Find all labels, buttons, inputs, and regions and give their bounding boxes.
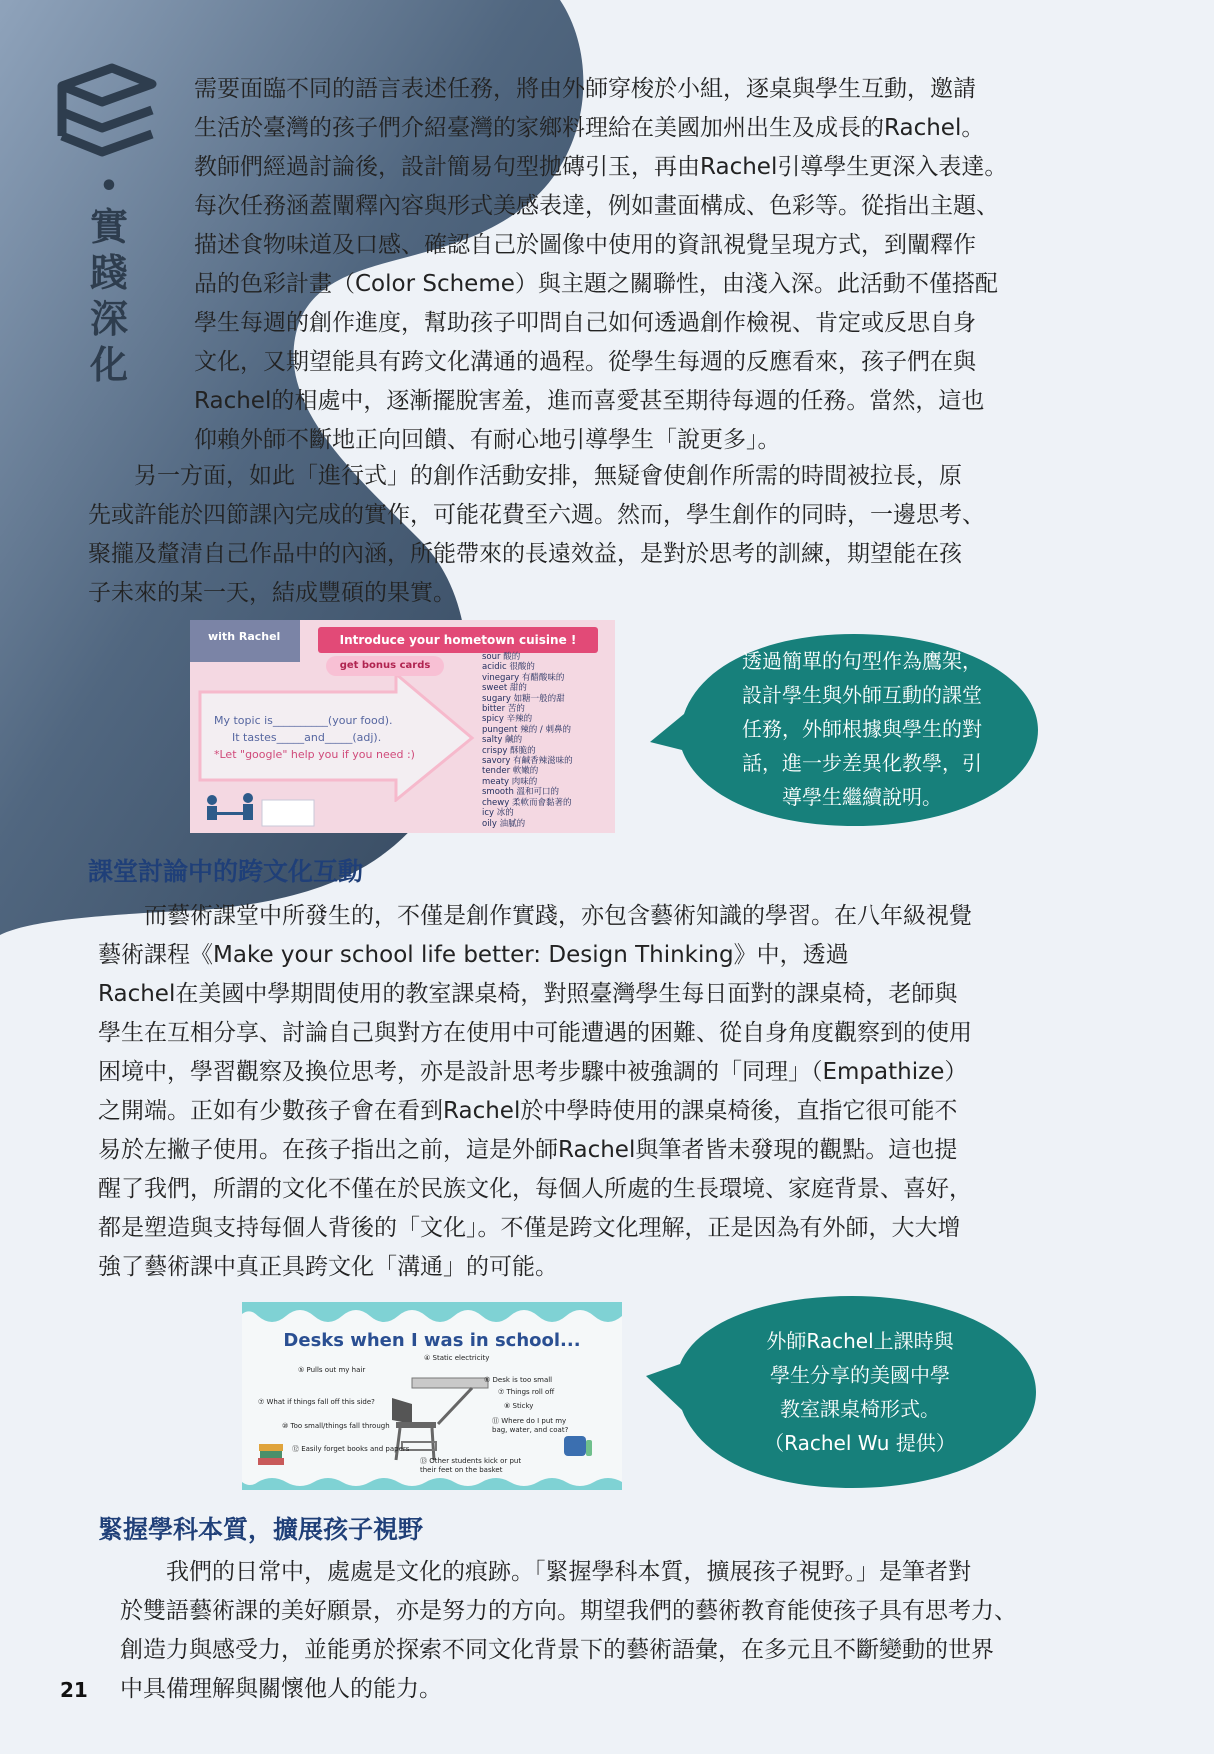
adjective-item: acidic 很酸的 bbox=[482, 662, 535, 673]
slide-tab-label: with Rachel bbox=[190, 620, 300, 662]
books-stack-icon bbox=[256, 1434, 286, 1468]
wave-border-bottom bbox=[242, 1474, 622, 1490]
adjective-item: savory 有鹹香辣滋味的 bbox=[482, 756, 573, 767]
side-title-dot: • bbox=[99, 169, 121, 204]
adjective-item: tender 軟嫩的 bbox=[482, 766, 539, 777]
bubble-line: 外師Rachel上課時與 bbox=[766, 1329, 954, 1353]
desk-label: ⑬ Other students kick or put their feet on the basket bbox=[420, 1457, 522, 1474]
cuisine-slide-image bbox=[190, 620, 615, 833]
text-line: 描述食物味道及口感、確認自己於圖像中使用的資訊視覺呈現方式，到闡釋作 bbox=[194, 232, 976, 258]
text-line: 學生每週的創作進度，幫助孩子叩問自己如何透過創作檢視、肯定或反思自身 bbox=[194, 310, 976, 336]
desks-slide-image bbox=[242, 1302, 622, 1490]
desk-label: ⑤ Pulls out my hair bbox=[298, 1366, 366, 1374]
text-line: Rachel在美國中學期間使用的教室課桌椅，對照臺灣學生每日面對的課桌椅，老師與 bbox=[98, 981, 958, 1007]
text-line: 學生在互相分享、討論自己與對方在使用中可能遭遇的困難、從自身角度觀察到的使用 bbox=[98, 1020, 972, 1046]
adjective-item: meaty 肉味的 bbox=[482, 776, 538, 787]
paragraph-3 bbox=[98, 897, 1158, 1287]
adjective-item: spicy 辛辣的 bbox=[482, 714, 533, 725]
desk-label: ⑧ Sticky bbox=[504, 1402, 534, 1410]
section-heading-1: 課堂討論中的跨文化互動 bbox=[88, 857, 364, 886]
desk-label: ⑪ Where do I put my bag, water, and coat? bbox=[492, 1417, 569, 1434]
adjective-item: oily 油膩的 bbox=[482, 818, 526, 829]
adjective-item: sugary 如糖一般的甜 bbox=[482, 693, 565, 704]
text-line: 聚攏及釐清自己作品中的內涵，所能帶來的長遠效益，是對於思考的訓練，期望能在孩 bbox=[88, 541, 962, 567]
bubble-line: 話，進一步差異化教學，引 bbox=[742, 751, 982, 775]
text-line: 每次任務涵蓋闡釋內容與形式美感表達，例如畫面構成、色彩等。從指出主題、 bbox=[194, 193, 999, 219]
bubble-line: 導學生繼續說明。 bbox=[782, 785, 942, 809]
callout-bubble-1 bbox=[642, 632, 1042, 828]
adjective-item: icy 冰的 bbox=[482, 808, 514, 819]
page-number: 21 bbox=[60, 1678, 88, 1702]
text-line: 之開端。正如有少數孩子會在看到Rachel於中學時使用的課桌椅後，直指它很可能不 bbox=[98, 1098, 958, 1124]
wave-border-top bbox=[242, 1302, 622, 1332]
adjective-item: salty 鹹的 bbox=[482, 735, 523, 746]
section-heading-2: 緊握學科本質，擴展孩子視野 bbox=[98, 1515, 424, 1544]
side-title-char: 實 bbox=[89, 205, 130, 249]
bubble-2-text bbox=[700, 1324, 1020, 1460]
adjective-item: pungent 辣的 / 刺鼻的 bbox=[482, 724, 571, 735]
slide-banner: Introduce your hometown cuisine ! bbox=[318, 627, 598, 653]
adjective-item: bitter 苦的 bbox=[482, 704, 525, 715]
text-line: 文化，又期望能具有跨文化溝通的過程。從學生每週的反應看來，孩子們在與 bbox=[194, 349, 976, 375]
bubble-line: 教室課桌椅形式。 bbox=[780, 1397, 940, 1421]
text-line: 教師們經過討論後，設計簡易句型拋磚引玉，再由Rachel引導學生更深入表達。 bbox=[194, 154, 1008, 180]
paragraph-4 bbox=[120, 1553, 1180, 1709]
bag-icon bbox=[562, 1428, 596, 1458]
text-line: 子未來的某一天，結成豐碩的果實。 bbox=[88, 580, 456, 606]
desk-label: ⑦ What if things fall off this side? bbox=[258, 1398, 375, 1406]
sentence-line: My topic is__________(your food). bbox=[214, 714, 393, 727]
sentence-line: It tastes_____and_____(adj). bbox=[232, 731, 382, 744]
text-line: 品的色彩計畫（Color Scheme）與主題之關聯性，由淺入深。此活動不僅搭配 bbox=[194, 271, 998, 297]
side-title-char: 踐 bbox=[89, 251, 130, 295]
text-line: 於雙語藝術課的美好願景，亦是努力的方向。期望我們的藝術教育能使孩子具有思考力、 bbox=[120, 1598, 1017, 1624]
text-line: 仰賴外師不斷地正向回饋、有耐心地引導學生「說更多」。 bbox=[194, 427, 781, 453]
side-section-title bbox=[80, 170, 140, 388]
desk-label: ⑫ Easily forget books and papers bbox=[292, 1445, 410, 1453]
adjective-item: crispy 酥脆的 bbox=[482, 745, 536, 756]
bonus-cards-label: get bonus cards bbox=[326, 656, 444, 676]
text-line: Rachel的相處中，逐漸擺脫害羞，進而喜愛甚至期待每週的任務。當然，這也 bbox=[194, 388, 985, 414]
text-line: 藝術課程《Make your school life better: Design Thinking》中，透過 bbox=[98, 942, 849, 968]
text-line: 都是塑造與支持每個人背後的「文化」。不僅是跨文化理解，正是因為有外師，大大增 bbox=[98, 1215, 961, 1241]
adjective-item: vinegary 有醋酸味的 bbox=[482, 672, 565, 683]
sentence-line: *Let "google" help you if you need :) bbox=[214, 748, 415, 761]
adjective-item: chewy 柔軟而會黏著的 bbox=[482, 797, 572, 808]
text-line: 困境中，學習觀察及換位思考，亦是設計思考步驟中被強調的「同理」（Empathize） bbox=[98, 1059, 968, 1085]
sentence-frame bbox=[214, 712, 444, 763]
people-at-table-illustration bbox=[198, 790, 318, 830]
desk-label: ⑥ Desk is too small bbox=[484, 1376, 553, 1384]
bubble-line: 設計學生與外師互動的課堂 bbox=[742, 683, 982, 707]
paragraph-1 bbox=[194, 70, 1144, 460]
side-title-char: 化 bbox=[89, 343, 130, 387]
adjective-item: sour 酸的 bbox=[482, 652, 521, 662]
books-icon bbox=[52, 58, 160, 166]
bubble-1-text bbox=[702, 644, 1022, 814]
text-line: 我們的日常中，處處是文化的痕跡。「緊握學科本質，擴展孩子視野。」是筆者對 bbox=[120, 1559, 971, 1585]
text-line: 中具備理解與關懷他人的能力。 bbox=[120, 1676, 442, 1702]
text-line: 易於左撇子使用。在孩子指出之前，這是外師Rachel與筆者皆未發現的觀點。這也提 bbox=[98, 1137, 958, 1163]
text-line: 創造力與感受力，並能勇於探索不同文化背景下的藝術語彙，在多元且不斷變動的世界 bbox=[120, 1637, 994, 1663]
desk-label: ④ Static electricity bbox=[424, 1354, 490, 1362]
adjective-item: sweet 甜的 bbox=[482, 683, 527, 694]
side-title-char: 深 bbox=[89, 297, 130, 341]
text-line: 先或許能於四節課內完成的實作，可能花費至六週。然而，學生創作的同時，一邊思考、 bbox=[88, 502, 985, 528]
slide-title: Desks when I was in school... bbox=[283, 1330, 581, 1351]
text-line: 強了藝術課中真正具跨文化「溝通」的可能。 bbox=[98, 1254, 558, 1280]
paragraph-2 bbox=[88, 457, 1148, 613]
text-line: 而藝術課堂中所發生的，不僅是創作實踐，亦包含藝術知識的學習。在八年級視覺 bbox=[98, 903, 972, 929]
bubble-line: 學生分享的美國中學 bbox=[770, 1363, 950, 1387]
desk-label: ⑩ Too small/things fall through bbox=[282, 1422, 390, 1430]
text-line: 生活於臺灣的孩子們介紹臺灣的家鄉料理給在美國加州出生及成長的Rachel。 bbox=[194, 115, 985, 141]
text-line: 需要面臨不同的語言表述任務，將由外師穿梭於小組，逐桌與學生互動，邀請 bbox=[194, 76, 976, 102]
bubble-line: 任務，外師根據與學生的對 bbox=[742, 717, 982, 741]
bubble-line: （Rachel Wu 提供） bbox=[764, 1431, 956, 1455]
adjective-list bbox=[482, 652, 612, 829]
bubble-line: 透過簡單的句型作為鷹架， bbox=[742, 649, 982, 673]
callout-bubble-2 bbox=[640, 1294, 1040, 1490]
text-line: 另一方面，如此「進行式」的創作活動安排，無疑會使創作所需的時間被拉長，原 bbox=[88, 463, 962, 489]
adjective-item: smooth 溫和可口的 bbox=[482, 787, 560, 798]
text-line: 醒了我們，所謂的文化不僅在於民族文化，每個人所處的生長環境、家庭背景、喜好， bbox=[98, 1176, 972, 1202]
desk-label: ⑦ Things roll off bbox=[498, 1388, 555, 1396]
